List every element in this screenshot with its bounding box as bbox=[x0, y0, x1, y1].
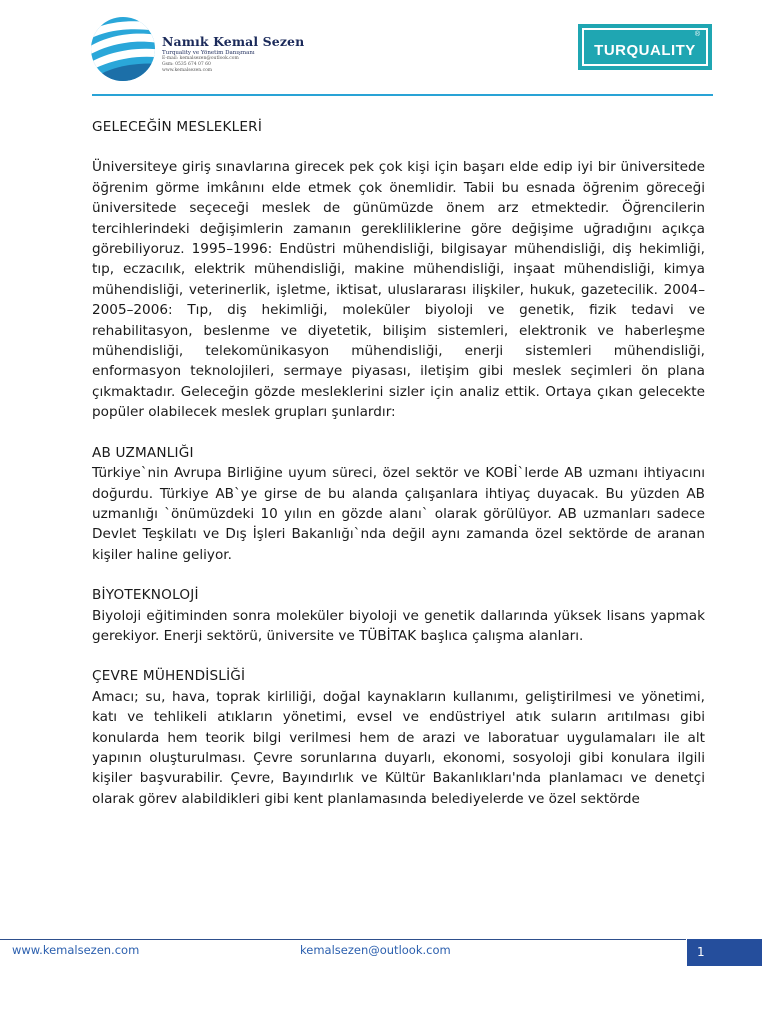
section-heading: AB UZMANLIĞI bbox=[92, 444, 194, 461]
page-number-box bbox=[687, 939, 762, 966]
registered-mark: ® bbox=[694, 31, 700, 38]
brand-text bbox=[162, 34, 305, 74]
document-title: GELECEĞİN MESLEKLERİ bbox=[92, 119, 263, 135]
intro-paragraph: Üniversiteye giriş sınavlarına girecek pek çok kişi için başarı elde edip iyi bir üniversitede öğrenim görme imkânını elde etmek çok önemlidir. Tabii bu esnada öğrenim göreceği üniversitede seçeceği meslek de günümüzde önem arz etmektedir. Öğrencilerin tercihlerindeki değişimlerin zamanın gerekliliklerine göre değişime uğradığını açıkça görebiliyoruz. 1995–1996: Endüstri mühendisliği, bilgisayar mühendisliği, diş hekimliği, tıp, eczacılık, elektrik mühendisliği, makine mühendisliği, inşaat mühendisliği, kimya mühendisliği, veterinerlik, işletme, iktisat, uluslararası ilişkiler, hukuk, gazetecilik. 2004–2005–2006: Tıp, diş hekimliği, moleküler biyoloji ve genetik, fizik tedavi ve rehabilitasyon, beslenme ve diyetetik, bilişim sistemleri, elektronik ve haberleşme mühendisliği, telekomünikasyon mühendisliği, enerji sistemleri mühendisliği, enformasyon teknolojileri, sermaye piyasası, iletişim gibi meslek seçimleri ön plana çıkmaktadır. Geleceğin gözde mesleklerini sizler için analiz ettik. Ortaya çıkan gelecekte popüler olabilecek meslek grupları şunlardır: bbox=[92, 159, 705, 421]
brand-contact-email: E-mail: kemalsezen@outlook.com bbox=[162, 56, 239, 61]
page-number: 1 bbox=[697, 945, 705, 959]
document-body bbox=[92, 117, 705, 809]
brand-name: Namık Kemal Sezen bbox=[162, 34, 305, 49]
section-cevre-muhendisligi bbox=[92, 666, 705, 809]
section-biyoteknoloji bbox=[92, 585, 705, 646]
section-text: Türkiye`nin Avrupa Birliğine uyum süreci, özel sektör ve KOBİ`lerde AB uzmanı ihtiyacını doğurdu. Türkiye AB`ye girse de bu alanda çalışanlara ihtiyaç duyacak. Bu yüzden AB uzmanlığı `önümüzdeki 10 yılın en gözde alanı` olarak görülüyor. AB uzmanları sadece Devlet Teşkilatı ve Dış İşleri Bakanlığı`nda değil aynı zamanda özel sektörde de aranan kişiler haline geliyor. bbox=[92, 465, 705, 563]
brand-subtitle: Turquality ve Yönetim Danışmanı bbox=[162, 50, 255, 56]
section-text: Biyoloji eğitiminden sonra moleküler biyoloji ve genetik dallarında yüksek lisans yapmak gerekiyor. Enerji sektörü, üniversite ve TÜBİTAK başlıca çalışma alanları. bbox=[92, 607, 705, 644]
brand-contact-phone: Gsm: 0535 674 07 60 bbox=[162, 62, 211, 67]
turquality-badge-frame bbox=[582, 28, 708, 66]
turquality-badge-text: TURQUALITY bbox=[594, 42, 696, 59]
section-heading: ÇEVRE MÜHENDİSLİĞİ bbox=[92, 668, 246, 685]
page-header bbox=[0, 0, 768, 96]
brand-logo[interactable] bbox=[90, 14, 305, 84]
header-divider bbox=[92, 94, 713, 96]
globe-logo-icon bbox=[90, 16, 156, 82]
footer-website-link[interactable]: www.kemalsezen.com bbox=[12, 943, 140, 957]
section-ab-uzmanligi bbox=[92, 443, 705, 565]
footer-email-link[interactable]: kemalsezen@outlook.com bbox=[300, 943, 451, 957]
section-heading: BİYOTEKNOLOJİ bbox=[92, 587, 199, 604]
brand-contact-web: www.kemalsezen.com bbox=[162, 68, 213, 73]
section-text: Amacı; su, hava, toprak kirliliği, doğal kaynakların kullanımı, geliştirilmesi ve yönetimi, katı ve tehlikeli atıkların yönetimi, evsel ve endüstriyel atık suların arıtılması gibi konularda hem teorik bilgi verilmesi hem de arazi ve laboratuar uygulamaları ile alt yapının oluşturulması. Çevre sorunlarına duyarlı, ekonomi, sosyoloji gibi konulara ilgili kişiler başvurabilir. Çevre, Bayındırlık ve Kültür Bakanlıkları'nda planlamacı ve denetçi olarak görev alabildikleri gibi kent planlamasında belediyelerde ve özel sektörde bbox=[92, 688, 705, 807]
footer-divider bbox=[0, 939, 686, 940]
turquality-badge bbox=[578, 24, 712, 70]
